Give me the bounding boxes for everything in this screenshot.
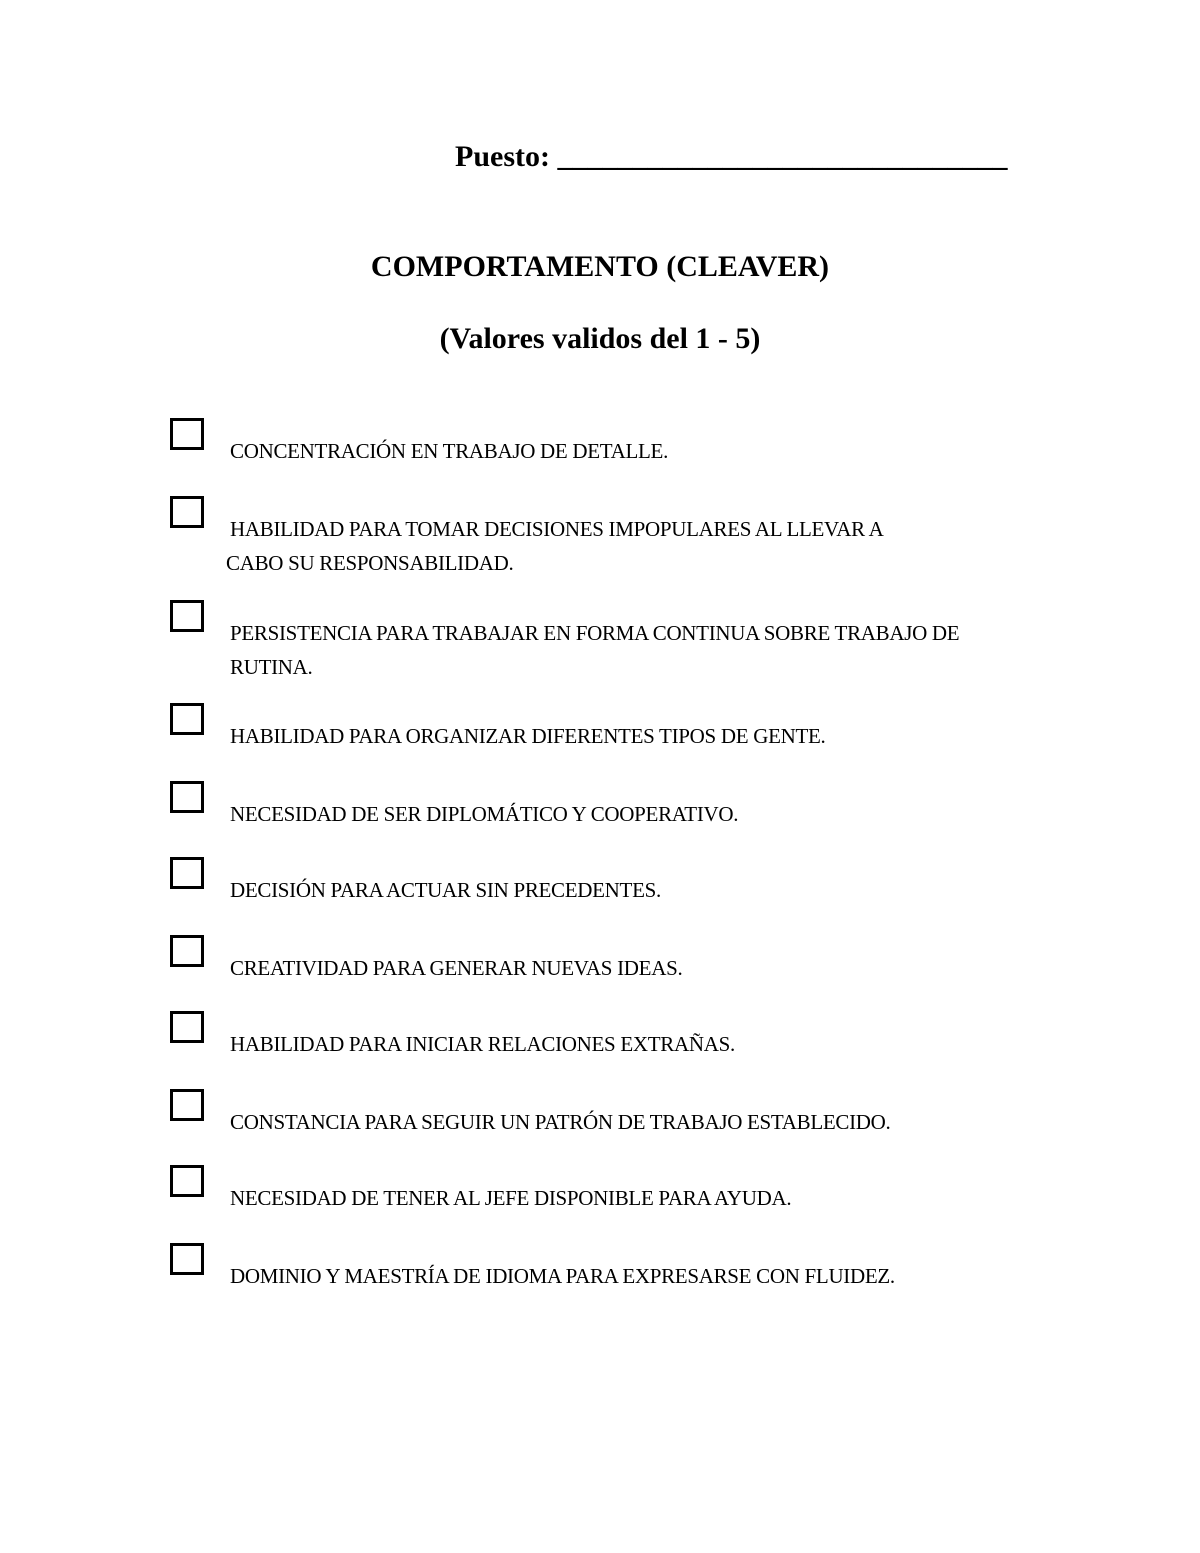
item-label: HABILIDAD PARA INICIAR RELACIONES EXTRAÑAS. — [230, 1032, 735, 1056]
item-label: NECESIDAD DE SER DIPLOMÁTICO Y COOPERATIVO. — [230, 802, 739, 826]
item-label: CREATIVIDAD PARA GENERAR NUEVAS IDEAS. — [230, 956, 683, 980]
rating-checkbox[interactable] — [170, 857, 204, 889]
page-subtitle: (Valores validos del 1 - 5) — [439, 322, 761, 355]
rating-checkbox[interactable] — [170, 1011, 204, 1043]
rating-checkbox[interactable] — [170, 600, 204, 632]
item-label-line-2: RUTINA. — [230, 655, 313, 679]
item-label-line-2: CABO SU RESPONSABILIDAD. — [226, 551, 514, 575]
rating-checkbox[interactable] — [170, 1089, 204, 1121]
item-label: NECESIDAD DE TENER AL JEFE DISPONIBLE PARA AYUDA. — [230, 1186, 792, 1210]
item-label — [226, 512, 1090, 580]
item-label: HABILIDAD PARA ORGANIZAR DIFERENTES TIPOS DE GENTE. — [230, 724, 826, 748]
rating-checkbox[interactable] — [170, 496, 204, 528]
puesto-field-label[interactable]: Puesto: ______________________________ — [455, 140, 1008, 173]
item-label-line-1: HABILIDAD PARA TOMAR DECISIONES IMPOPULARES AL LLEVAR A — [230, 517, 884, 541]
rating-checkbox[interactable] — [170, 1165, 204, 1197]
rating-checkbox[interactable] — [170, 781, 204, 813]
item-label — [230, 616, 1090, 684]
rating-checkbox[interactable] — [170, 935, 204, 967]
item-label: CONSTANCIA PARA SEGUIR UN PATRÓN DE TRABAJO ESTABLECIDO. — [230, 1110, 891, 1134]
item-label-line-1: PERSISTENCIA PARA TRABAJAR EN FORMA CONTINUA SOBRE TRABAJO DE — [230, 621, 960, 645]
rating-checkbox[interactable] — [170, 418, 204, 450]
item-label: DOMINIO Y MAESTRÍA DE IDIOMA PARA EXPRESARSE CON FLUIDEZ. — [230, 1264, 895, 1288]
page-title: COMPORTAMENTO (CLEAVER) — [370, 250, 830, 283]
item-label: CONCENTRACIÓN EN TRABAJO DE DETALLE. — [230, 439, 669, 463]
item-label: DECISIÓN PARA ACTUAR SIN PRECEDENTES. — [230, 878, 661, 902]
rating-checkbox[interactable] — [170, 1243, 204, 1275]
rating-checkbox[interactable] — [170, 703, 204, 735]
